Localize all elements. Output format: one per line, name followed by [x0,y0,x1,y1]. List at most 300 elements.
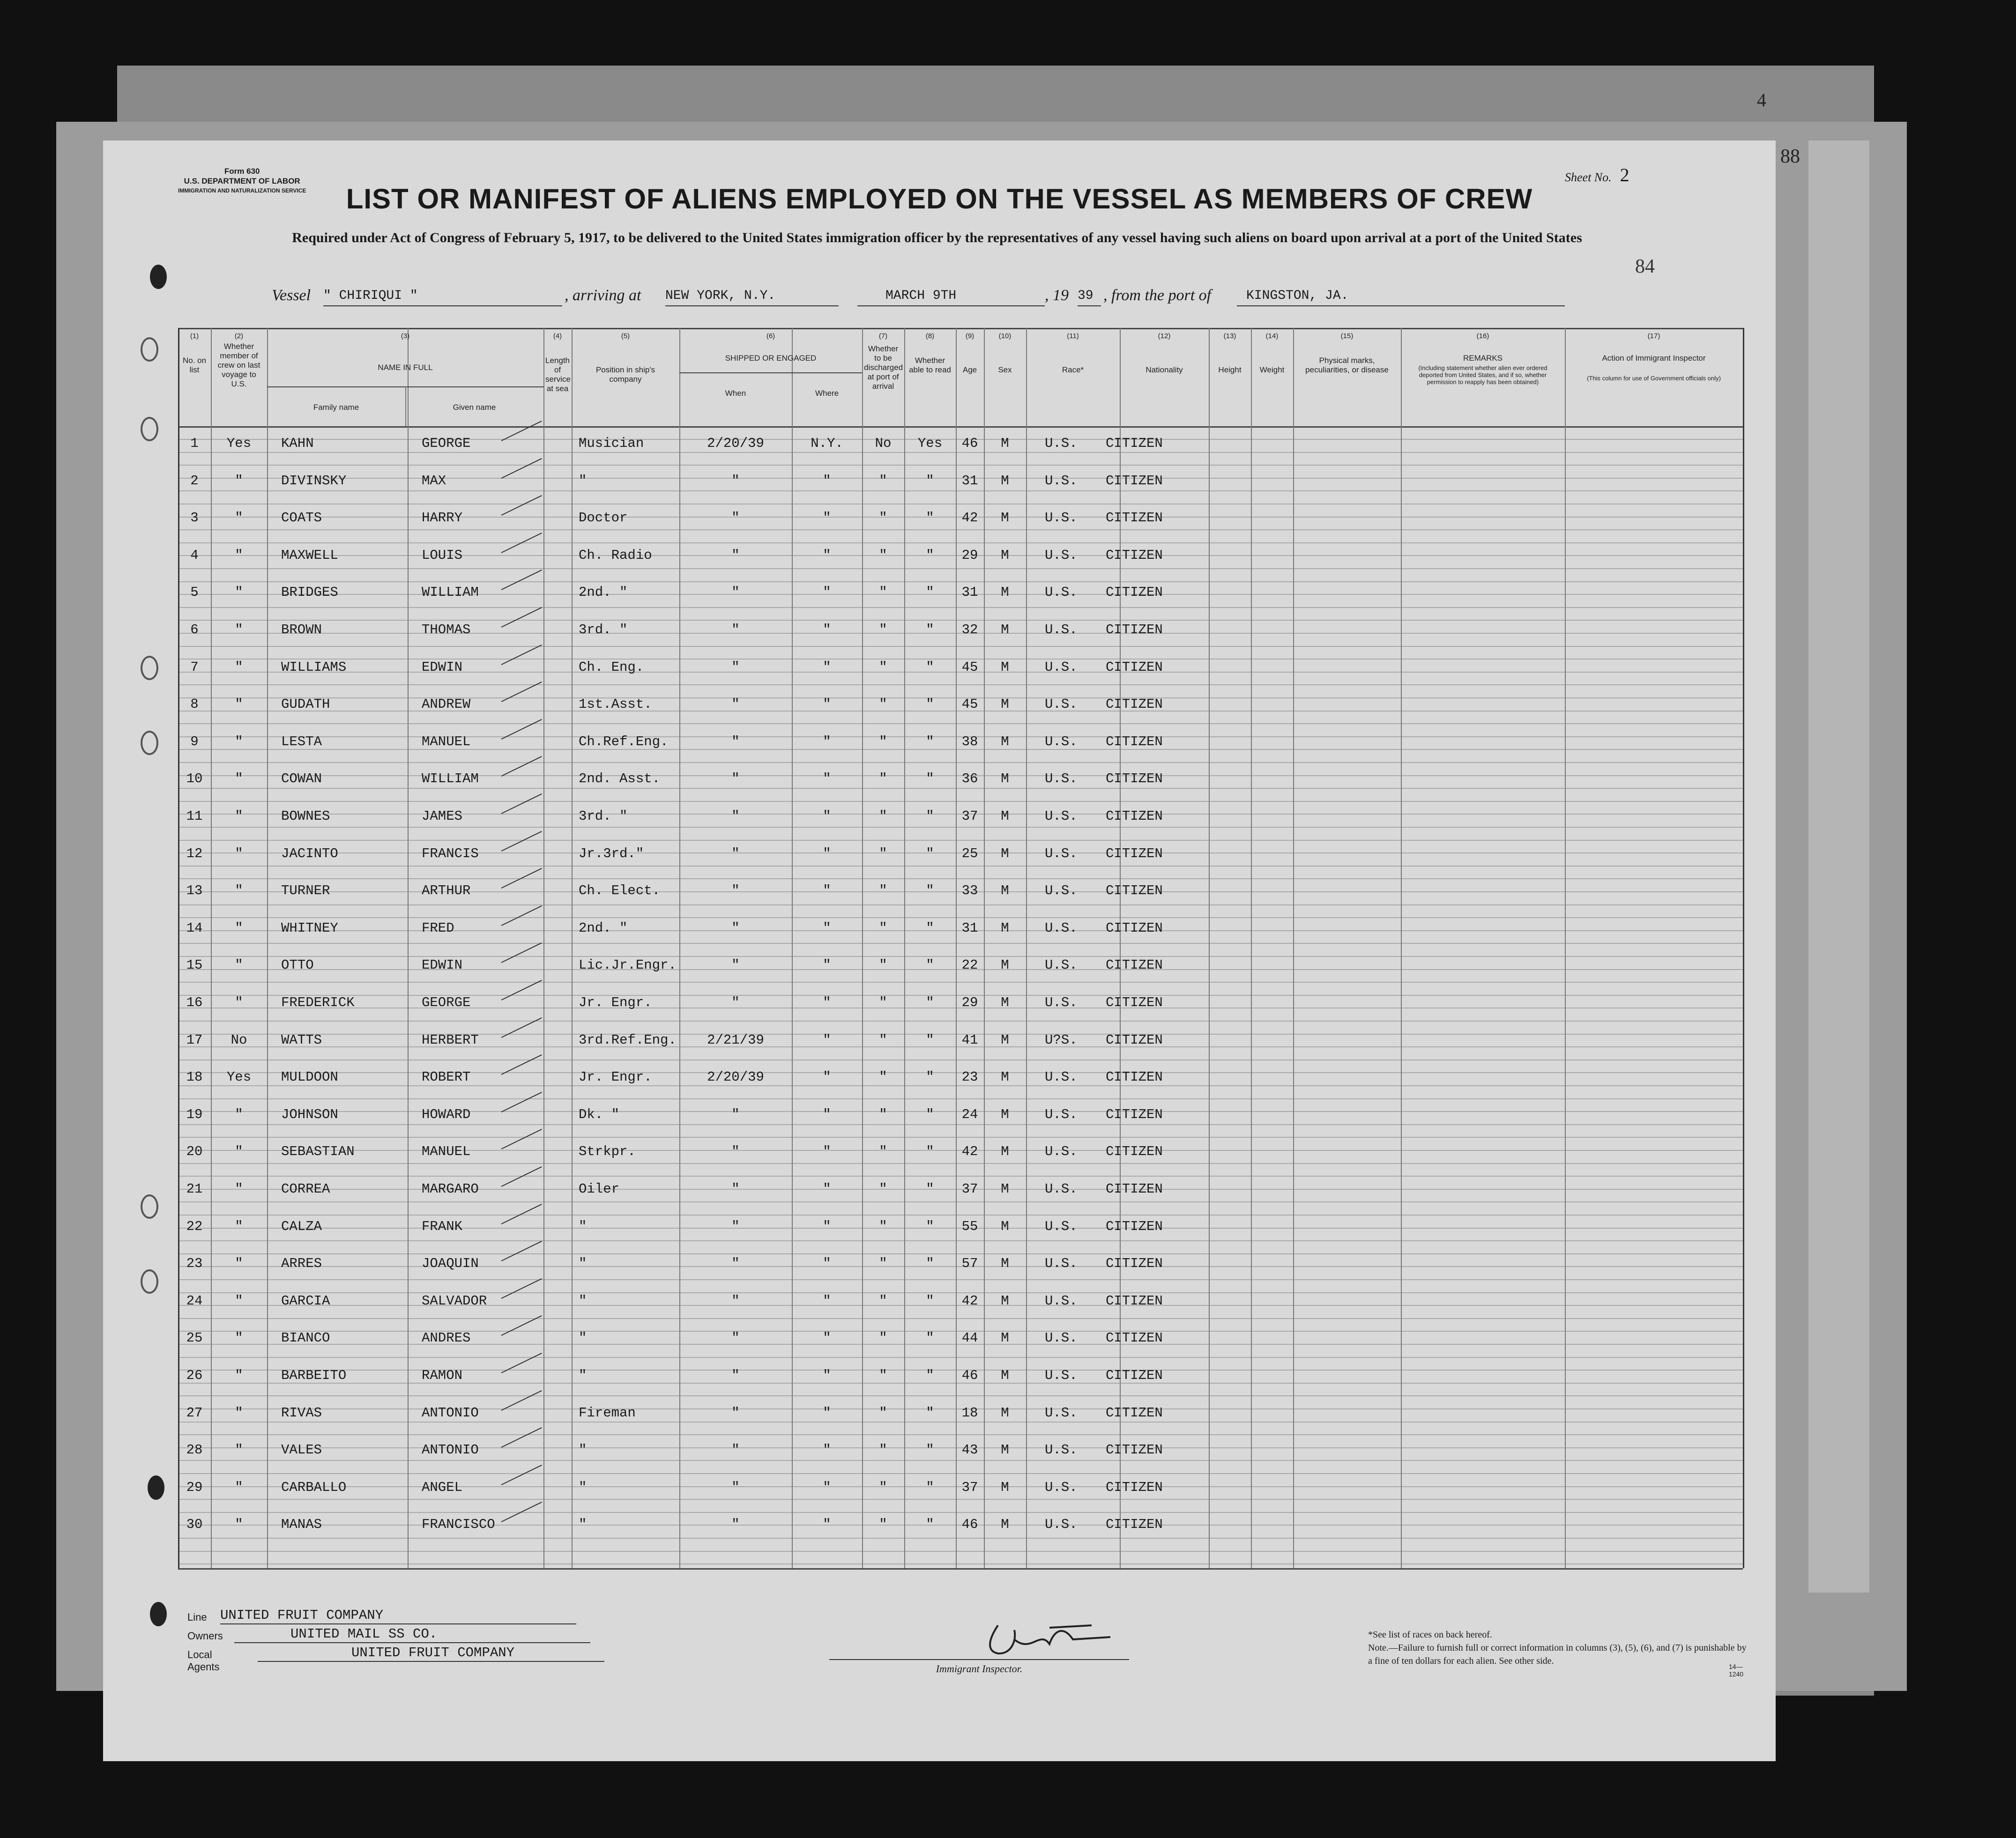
crew-no: 21 [186,1181,203,1197]
crew-where: " [823,1218,831,1234]
crew-when: " [731,585,740,600]
crew-sex: M [1001,1069,1009,1085]
crew-age: 42 [961,1293,978,1309]
crew-given: EDWIN [422,957,463,973]
crew-discharged: " [879,995,887,1010]
header-nationality: Nationality [1146,365,1183,374]
crew-discharged: " [879,510,887,526]
crew-nationality: CITIZEN [1106,883,1163,899]
crew-when: " [731,622,740,637]
column-rule [1209,328,1210,1568]
crew-given: JOAQUIN [422,1256,479,1272]
inspector-signature [829,1611,1129,1677]
ruled-line [178,1551,1743,1552]
header-no-on-list: No. on list [182,356,207,374]
crew-member: " [235,659,243,675]
table-top-rule [178,328,1743,329]
crew-sex: M [1001,622,1009,637]
line-value: UNITED FRUIT COMPANY [220,1608,576,1624]
crew-where: " [823,585,831,600]
crew-no: 8 [190,697,199,712]
ruled-line [178,723,1743,724]
crew-discharged: " [879,883,887,899]
crew-position: Ch. Radio [579,547,652,563]
crew-read: " [926,697,934,712]
crew-race: U.S. [1045,1442,1078,1458]
crew-nationality: CITIZEN [1106,771,1163,787]
crew-where: " [823,1442,831,1458]
crew-given: LOUIS [422,547,463,563]
underlying-sheet-edge [1808,141,1869,1593]
header-action-note: (This column for use of Government officials only) [1587,375,1721,382]
form-code: 14—1240 [1729,1663,1744,1678]
crew-age: 29 [961,547,978,563]
crew-position: Doctor [579,510,628,526]
crew-member: " [235,734,243,749]
crew-read: " [926,1106,934,1122]
crew-age: 46 [961,436,978,451]
crew-position: " [579,1293,587,1309]
crew-position: " [579,1330,587,1346]
crew-when: " [731,771,740,787]
crew-position: 3rd. " [579,808,628,824]
ruled-line [178,1163,1743,1164]
sheet-number-value: 2 [1620,164,1629,185]
column-rule [1565,328,1566,1568]
crew-family: BRIDGES [281,585,338,600]
crew-nationality: CITIZEN [1106,957,1163,973]
column-number: (12) [1158,332,1171,340]
crew-when: " [731,1442,740,1458]
crew-member: " [235,1293,243,1309]
crew-age: 31 [961,585,978,600]
crew-sex: M [1001,547,1009,563]
crew-when: " [731,995,740,1010]
crew-nationality: CITIZEN [1106,1069,1163,1085]
crew-when: " [731,1517,740,1533]
crew-position: Oiler [579,1181,620,1197]
crew-where: " [823,622,831,637]
crew-sex: M [1001,1442,1009,1458]
crew-when: " [731,1405,740,1421]
crew-read: Yes [917,436,943,451]
crew-given: ANTONIO [422,1442,479,1458]
crew-read: " [926,1330,934,1346]
crew-race: U.S. [1045,1106,1078,1122]
crew-position: " [579,1218,587,1234]
crew-sex: M [1001,436,1009,451]
crew-position: Dk. " [579,1106,620,1122]
crew-discharged: " [879,1069,887,1085]
crew-age: 29 [961,995,978,1010]
crew-when: 2/20/39 [707,436,764,451]
ruled-line [178,801,1743,802]
binder-hole [141,417,158,441]
arrival-year: 39 [1078,287,1101,306]
crew-member: " [235,957,243,973]
ruled-line [178,568,1743,569]
crew-when: " [731,1106,740,1122]
crew-sex: M [1001,734,1009,749]
header-age: Age [962,365,977,374]
fine-note: Note.—Failure to furnish full or correct information in columns (3), (5), (6), and (7) is punishable by a fine of ten dollars for each alien. See other side. [1368,1643,1747,1666]
crew-when: " [731,1479,740,1495]
crew-family: SEBASTIAN [281,1144,355,1160]
ruled-line [178,762,1743,763]
crew-given: MAX [422,473,446,489]
crew-race: U.S. [1045,734,1078,749]
crew-position: " [579,473,587,489]
ruled-line [178,827,1743,828]
crew-nationality: CITIZEN [1106,1479,1163,1495]
crew-read: " [926,883,934,899]
crew-discharged: " [879,957,887,973]
crew-given: ANTONIO [422,1405,479,1421]
crew-no: 16 [186,995,203,1010]
crew-where: " [823,510,831,526]
binder-hole [141,1269,158,1294]
crew-member: " [235,1218,243,1234]
crew-read: " [926,1144,934,1160]
crew-position: Ch. Elect. [579,883,661,899]
crew-member: " [235,1181,243,1197]
arriving-label: , arriving at [565,287,641,304]
ruled-line [178,1279,1743,1280]
crew-nationality: CITIZEN [1106,995,1163,1010]
crew-age: 46 [961,1517,978,1533]
crew-where: " [823,734,831,749]
crew-member: " [235,547,243,563]
column-number: (11) [1067,332,1079,340]
crew-given: ANGEL [422,1479,463,1495]
header-able-to-read: Whether able to read [909,356,951,374]
crew-age: 43 [961,1442,978,1458]
crew-read: " [926,1256,934,1272]
crew-family: JOHNSON [281,1106,338,1122]
crew-no: 3 [190,510,199,526]
crew-discharged: " [879,1330,887,1346]
crew-sex: M [1001,1293,1009,1309]
crew-position: Strkpr. [579,1144,636,1160]
column-number: (5) [621,332,630,340]
crew-sex: M [1001,995,1009,1010]
crew-given: EDWIN [422,659,463,675]
header-given-name: Given name [453,403,496,412]
crew-member: " [235,1256,243,1272]
crew-nationality: CITIZEN [1106,845,1163,861]
crew-family: GUDATH [281,697,330,712]
crew-family: BIANCO [281,1330,330,1346]
crew-no: 17 [186,1032,203,1048]
margin-note: 84 [1635,256,1655,277]
crew-when: " [731,473,740,489]
crew-race: U.S. [1045,995,1078,1010]
crew-member: " [235,585,243,600]
crew-race: U.S. [1045,1330,1078,1346]
ruled-line [178,1098,1743,1099]
crew-age: 55 [961,1218,978,1234]
crew-discharged: " [879,1442,887,1458]
crew-age: 25 [961,845,978,861]
crew-member: " [235,1442,243,1458]
crew-age: 57 [961,1256,978,1272]
crew-position: 3rd. " [579,622,628,637]
crew-member: " [235,622,243,637]
crew-family: WILLIAMS [281,659,347,675]
header-weight: Weight [1259,365,1285,374]
crew-given: ANDRES [422,1330,471,1346]
column-number: (8) [925,332,935,340]
crew-no: 20 [186,1144,203,1160]
crew-no: 5 [190,585,199,600]
ruled-line [178,1460,1743,1461]
crew-given: ARTHUR [422,883,471,899]
crew-family: ARRES [281,1256,322,1272]
crew-no: 7 [190,659,199,675]
column-number: (14) [1265,332,1279,340]
crew-nationality: CITIZEN [1106,1330,1163,1346]
crew-given: GEORGE [422,436,471,451]
crew-where: " [823,1368,831,1383]
crew-discharged: " [879,771,887,787]
crew-no: 25 [186,1330,203,1346]
crew-sex: M [1001,1106,1009,1122]
crew-given: WILLIAM [422,585,479,600]
crew-no: 28 [186,1442,203,1458]
crew-race: U.S. [1045,1144,1078,1160]
crew-given: MANUEL [422,1144,471,1160]
year-prefix: , 19 [1045,287,1069,304]
crew-discharged: " [879,808,887,824]
crew-sex: M [1001,1218,1009,1234]
line-label: Line [187,1611,207,1623]
ruled-line [178,943,1743,944]
departure-port: KINGSTON, JA. [1237,287,1565,306]
crew-sex: M [1001,1032,1009,1048]
crew-sex: M [1001,1330,1009,1346]
column-rule [1251,328,1252,1568]
shipped-group-rule [679,372,862,373]
crew-nationality: CITIZEN [1106,1405,1163,1421]
crew-member: " [235,995,243,1010]
ruled-line [178,1137,1743,1138]
crew-nationality: CITIZEN [1106,1517,1163,1533]
crew-member: " [235,845,243,861]
crew-sex: M [1001,845,1009,861]
crew-nationality: CITIZEN [1106,547,1163,563]
column-number: (3) [401,332,410,340]
crew-family: MANAS [281,1517,322,1533]
crew-race: U.S. [1045,957,1078,973]
crew-family: RIVAS [281,1405,322,1421]
agents-value: UNITED FRUIT COMPANY [258,1645,604,1662]
crew-family: CORREA [281,1181,330,1197]
crew-given: HERBERT [422,1032,479,1048]
crew-when: " [731,1181,740,1197]
page-title: LIST OR MANIFEST OF ALIENS EMPLOYED ON THE VESSEL AS MEMBERS OF CREW [346,183,1533,215]
crew-read: " [926,1405,934,1421]
crew-no: 30 [186,1517,203,1533]
crew-family: FREDERICK [281,995,355,1010]
binder-hole [141,337,158,362]
crew-family: KAHN [281,436,314,451]
department: U.S. DEPARTMENT OF LABOR [184,177,300,185]
ruled-line [178,1538,1743,1539]
crew-race: U.S. [1045,547,1078,563]
crew-position: Lic.Jr.Engr. [579,957,677,973]
crew-member: Yes [226,1069,252,1085]
crew-discharged: " [879,473,887,489]
crew-age: 23 [961,1069,978,1085]
crew-discharged: No [875,436,892,451]
crew-discharged: " [879,547,887,563]
crew-position: 2nd. " [579,585,628,600]
crew-no: 15 [186,957,203,973]
inspector-label: Immigrant Inspector. [936,1663,1023,1675]
crew-sex: M [1001,808,1009,824]
crew-where: " [823,697,831,712]
header-action: Action of Immigrant Inspector [1602,354,1706,363]
crew-family: CARBALLO [281,1479,347,1495]
crew-sex: M [1001,1479,1009,1495]
voyage-details [272,287,1677,308]
crew-where: " [823,920,831,936]
crew-where: " [823,771,831,787]
crew-read: " [926,1517,934,1533]
ruled-line [178,1512,1743,1513]
crew-age: 37 [961,1479,978,1495]
crew-member: " [235,1517,243,1533]
crew-nationality: CITIZEN [1106,659,1163,675]
crew-age: 24 [961,1106,978,1122]
column-number: (7) [878,332,888,340]
crew-family: BARBEITO [281,1368,347,1383]
ruled-line [178,1318,1743,1319]
crew-member: " [235,771,243,787]
crew-race: U.S. [1045,436,1078,451]
crew-age: 44 [961,1330,978,1346]
crew-nationality: CITIZEN [1106,1144,1163,1160]
crew-position: Ch. Eng. [579,659,644,675]
ruled-line [178,1473,1743,1474]
crew-given: FRANK [422,1218,463,1234]
crew-discharged: " [879,1106,887,1122]
crew-given: FRANCISCO [422,1517,495,1533]
crew-read: " [926,1181,934,1197]
crew-when: " [731,734,740,749]
crew-no: 14 [186,920,203,936]
crew-race: U.S. [1045,697,1078,712]
crew-given: SALVADOR [422,1293,487,1309]
column-rule [1293,328,1294,1568]
crew-read: " [926,808,934,824]
crew-age: 42 [961,1144,978,1160]
crew-nationality: CITIZEN [1106,1293,1163,1309]
header-name-in-full: NAME IN FULL [378,363,433,372]
ruled-line [178,1201,1743,1202]
crew-member: " [235,1144,243,1160]
column-number: (13) [1223,332,1236,340]
crew-age: 37 [961,1181,978,1197]
column-rule [1743,328,1744,1568]
header-where: Where [815,389,839,398]
crew-member: Yes [226,436,252,451]
crew-where: " [823,473,831,489]
signature-line [829,1659,1129,1660]
crew-position: 2nd. Asst. [579,771,661,787]
ruled-line [178,917,1743,918]
crew-member: " [235,1106,243,1122]
crew-nationality: CITIZEN [1106,510,1163,526]
crew-where: " [823,995,831,1010]
crew-when: " [731,1330,740,1346]
crew-where: " [823,659,831,675]
crew-race: U.S. [1045,1479,1078,1495]
crew-position: " [579,1479,587,1495]
crew-age: 22 [961,957,978,973]
crew-nationality: CITIZEN [1106,473,1163,489]
column-number: (15) [1340,332,1354,340]
crew-race: U.S. [1045,920,1078,936]
crew-sex: M [1001,920,1009,936]
crew-family: TURNER [281,883,330,899]
ruled-line [178,1253,1743,1254]
crew-race: U.S. [1045,1405,1078,1421]
crew-race: U.S. [1045,659,1078,675]
ruled-line [178,866,1743,867]
crew-sex: M [1001,1144,1009,1160]
binder-hole [141,731,158,755]
crew-discharged: " [879,1517,887,1533]
crew-no: 19 [186,1106,203,1122]
column-number: (6) [766,332,775,340]
crew-family: WATTS [281,1032,322,1048]
crew-nationality: CITIZEN [1106,585,1163,600]
crew-family: CALZA [281,1218,322,1234]
crew-no: 11 [186,808,203,824]
crew-read: " [926,1069,934,1085]
crew-nationality: CITIZEN [1106,1256,1163,1272]
crew-sex: M [1001,1256,1009,1272]
ruled-line [178,581,1743,582]
crew-age: 42 [961,510,978,526]
crew-age: 31 [961,920,978,936]
crew-when: " [731,808,740,824]
crew-no: 27 [186,1405,203,1421]
crew-discharged: " [879,1032,887,1048]
header-height: Height [1218,365,1242,374]
crew-discharged: " [879,1181,887,1197]
crew-where: " [823,845,831,861]
column-number: (16) [1476,332,1489,340]
races-note: *See list of races on back hereof. [1368,1630,1492,1640]
crew-family: COATS [281,510,322,526]
crew-where: " [823,547,831,563]
arrival-date: MARCH 9TH [857,287,1045,306]
crew-given: GEORGE [422,995,471,1010]
header-discharged: Whether to be discharged at port of arrival [864,344,903,391]
crew-sex: M [1001,957,1009,973]
crew-no: 23 [186,1256,203,1272]
crew-discharged: " [879,920,887,936]
form-number: Form 630 [224,167,260,176]
crew-discharged: " [879,1368,887,1383]
crew-no: 2 [190,473,199,489]
header-sex: Sex [998,365,1012,374]
margin-note: 4 [1757,89,1766,111]
signature-mark [829,1611,1129,1660]
crew-race: U.S. [1045,1368,1078,1383]
